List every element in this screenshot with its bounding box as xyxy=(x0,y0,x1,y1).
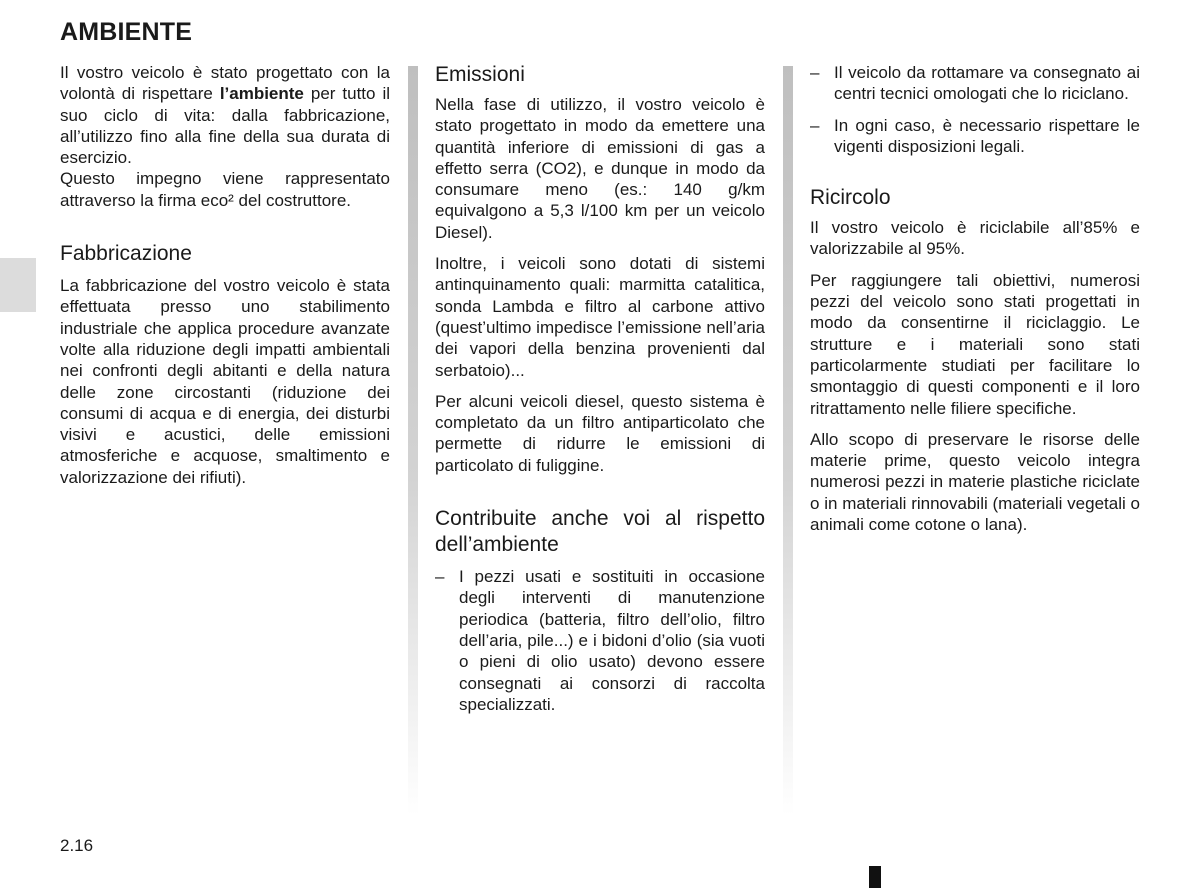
section-heading-ricircolo: Ricircolo xyxy=(810,186,891,210)
list-item xyxy=(810,62,1140,105)
column-divider xyxy=(783,66,793,816)
emissioni-paragraph-2: Inoltre, i veicoli sono dotati di sistemi antinquinamento quali: marmitta catalitica, sonda Lambda e filtro al carbone attivo (quest’ultimo impedisce l’emissione nell’aria dei vapori della benzina provenienti dal serbatoio)... xyxy=(435,254,765,380)
section-heading-fabbricazione: Fabbricazione xyxy=(60,242,192,266)
edge-marker xyxy=(869,866,881,888)
ricircolo-paragraph-2: Per raggiungere tali obiettivi, numerosi pezzi del veicolo sono stati progettati in modo da consentirne il riciclaggio. Le strutture e i materiali sono stati particolarmente studiati per facilitare lo smontaggio di questi componenti e il loro ritrattamento nelle filiere specifiche. xyxy=(810,270,1140,418)
list-item-text: Il veicolo da rottamare va consegnato ai centri tecnici omologati che lo riciclano. xyxy=(834,63,1140,104)
fabbricazione-paragraph: La fabbricazione del vostro veicolo è stata effettuata presso uno stabilimento industriale che applica procedure avanzate volte alla riduzione degli impatti ambientali nei confronti degli abitanti e della natura delle zone circostanti (riduzione dei consumi di acqua e di energia, dei disturbi visivi e acustici, delle emissioni atmosferiche e acquose, smaltimento e valorizzazione dei rifiuti). xyxy=(60,276,390,487)
section-heading-emissioni: Emissioni xyxy=(435,63,525,86)
page-number: 2.16 xyxy=(60,836,94,855)
list-item xyxy=(435,566,765,715)
list-dash: – xyxy=(810,115,820,135)
ricircolo-paragraph-1: Il vostro veicolo è riciclabile all’85% e valorizzabile al 95%. xyxy=(810,218,1140,259)
chapter-tab xyxy=(0,258,36,312)
section-heading-contribuite: Contribuite anche voi al rispetto dell’ambiente xyxy=(435,507,765,557)
column-1 xyxy=(60,62,390,498)
page-title: AMBIENTE xyxy=(60,18,193,46)
emissioni-paragraph-3: Per alcuni veicoli diesel, questo sistema è completato da un filtro antiparticolato che permette di ridurre le emissioni di particolato di fuliggine. xyxy=(435,391,765,475)
list-item-text: In ogni caso, è necessario rispettare le vigenti disposizioni legali. xyxy=(834,115,1140,156)
list-item xyxy=(810,115,1140,158)
emissioni-paragraph-1: Nella fase di utilizzo, il vostro veicolo è stato progettato in modo da emettere una quantità inferiore di emissioni di gas a effetto serra (CO2), e dunque in modo da consumare meno (es.: 140 g/km equivalgono a 5,3 l/100 km per un veicolo Diesel). xyxy=(435,95,765,242)
list-dash: – xyxy=(810,63,820,82)
column-2 xyxy=(435,62,765,725)
list-item-text: I pezzi usati e sostituiti in occasione degli interventi di manutenzione periodica (batteria, filtro dell’olio, filtro dell’aria, pile...) e i bidoni d’olio (sia vuoti o pieni di olio usato) devono essere consegnati ai consorzi di raccolta specializzati. xyxy=(459,567,765,714)
intro-paragraph-2: Questo impegno viene rappresentato attraverso la firma eco² del costruttore. xyxy=(60,169,390,210)
ricircolo-paragraph-3: Allo scopo di preservare le risorse delle materie prime, questo veicolo integra numerosi pezzi in materie plastiche riciclate o in materiali rinnovabili (materiali vegetali o animali come cotone o lana). xyxy=(810,429,1140,535)
column-divider xyxy=(408,66,418,816)
intro-paragraph: Il vostro veicolo è stato progettato con la volontà di rispettare l’ambiente per tutto il suo ciclo di vita: dalla fabbricazione, all’utilizzo fino alla fine della sua durata di esercizio. xyxy=(60,63,390,168)
column-3 xyxy=(810,62,1140,545)
list-dash: – xyxy=(435,567,445,587)
